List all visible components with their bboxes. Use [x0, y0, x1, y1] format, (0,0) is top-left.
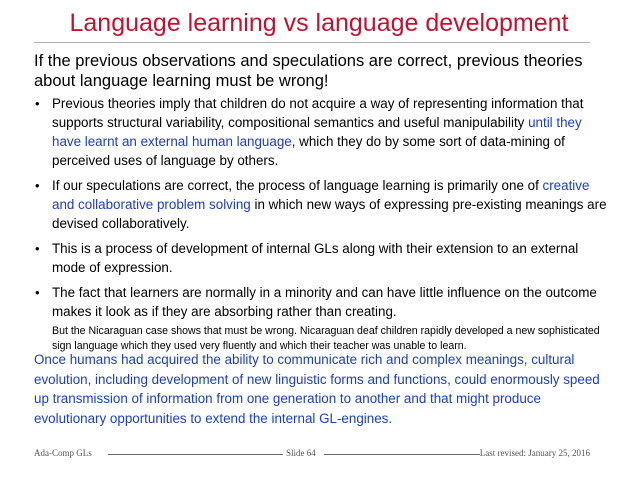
bullet-marker-icon: • — [35, 241, 40, 256]
bullet-item — [34, 94, 614, 170]
bullet-highlight: creative and collaborative problem solving — [52, 178, 590, 212]
title-divider — [34, 42, 590, 43]
bullet-text: Previous theories imply that children do not acquire a way of representing information that supports structural variability, compositional semantics and useful manipulability — [52, 96, 584, 130]
bullet-item — [34, 176, 614, 233]
bullet-highlight: until they have learnt an external human language — [52, 115, 582, 149]
bullet-text-end: , which they do by some sort of data-mining of perceived uses of language by others. — [52, 134, 565, 168]
bullet-list — [34, 94, 614, 360]
bullet-marker-icon: • — [35, 96, 40, 111]
footer-last-revised: Last revised: January 25, 2016 — [479, 448, 590, 458]
footer-left: Ada-Comp GLs — [34, 448, 92, 458]
intro-paragraph: If the previous observations and speculations are correct, previous theories about language learning must be wrong! — [34, 52, 583, 90]
bullet-note: But the Nicaraguan case shows that must be wrong. Nicaraguan deaf children rapidly developed a new sophisticated sign language which they used very fluently and which their teacher was unable to learn. — [52, 325, 600, 352]
bullet-marker-icon: • — [35, 285, 40, 300]
bullet-text: If our speculations are correct, the process of language learning is primarily one of — [52, 178, 543, 193]
footer-rule-left — [108, 454, 283, 455]
bullet-text: This is a process of development of internal GLs along with their extension to an external mode of expression. — [52, 241, 579, 275]
footer-rule-right — [324, 454, 494, 455]
bullet-marker-icon: • — [35, 178, 40, 193]
outro-paragraph: Once humans had acquired the ability to communicate rich and complex meanings, cultural evolution, including development of new linguistic forms and functions, could enormously speed up transmission of information from one generation to another and that might produce evolutionary opportunities to extend the internal GL-engines. — [34, 352, 600, 426]
bullet-item — [34, 239, 614, 277]
slide-title: Language learning vs language development — [69, 9, 569, 37]
footer-slide-number: Slide 64 — [286, 448, 316, 458]
slide-footer — [34, 448, 590, 460]
bullet-text-end: in which new ways of expressing pre-existing meanings are devised collaboratively. — [52, 197, 607, 231]
bullet-text: The fact that learners are normally in a minority and can have little influence on the outcome makes it look as if they are absorbing rather than creating. — [52, 285, 597, 319]
bullet-item — [34, 283, 614, 354]
